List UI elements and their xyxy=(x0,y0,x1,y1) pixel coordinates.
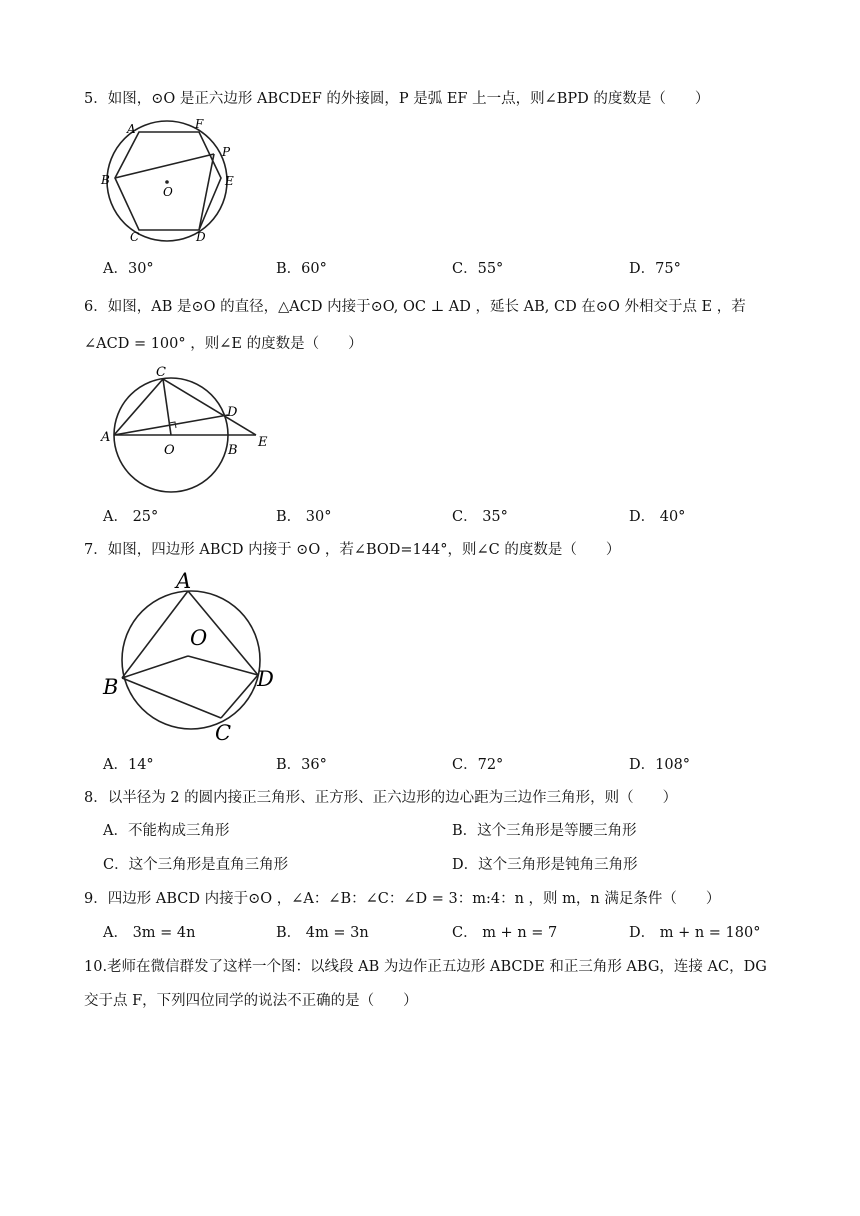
q6-option-a[interactable]: A． 25° xyxy=(103,509,159,525)
figure-hexagon-circle xyxy=(96,116,246,246)
q7-option-d[interactable]: D．108° xyxy=(629,757,691,773)
q7-label-A: A xyxy=(176,569,192,593)
q6-option-b[interactable]: B． 30° xyxy=(276,509,332,525)
q6-label-O: O xyxy=(164,443,175,458)
q8-option-a[interactable]: A．不能构成三角形 xyxy=(103,823,230,839)
question-9-number: 9． xyxy=(84,891,108,907)
q7-label-B: B xyxy=(103,675,119,699)
question-10-number: 10. xyxy=(84,959,108,975)
q7-label-C: C xyxy=(215,721,232,745)
q6-option-d[interactable]: D． 40° xyxy=(629,509,686,525)
question-6-stem-line1 xyxy=(84,296,814,318)
q5-label-E: E xyxy=(225,174,234,188)
question-10-stem-line1 xyxy=(84,956,814,978)
figure-diameter-circle xyxy=(98,366,278,498)
question-10-stem-line2: 交于点 F，下列四位同学的说法不正确的是（ ） xyxy=(84,993,418,1009)
question-10-text-1: 老师在微信群发了这样一个图：以线段 AB 为边作正五边形 ABCDE 和正三角形 ABG，连接 AC，DG xyxy=(107,959,767,975)
question-8-number: 8． xyxy=(84,790,108,806)
figure-quadrilateral-circle xyxy=(100,568,285,748)
q6-label-C: C xyxy=(156,366,166,380)
q5-option-a[interactable]: A．30° xyxy=(103,261,154,277)
q9-option-a[interactable]: A． 3m = 4n xyxy=(103,925,196,941)
q5-label-F: F xyxy=(195,117,204,131)
question-9-stem xyxy=(84,888,814,910)
q5-label-D: D xyxy=(196,230,206,244)
q5-option-b[interactable]: B．60° xyxy=(276,261,327,277)
q5-label-O: O xyxy=(163,185,173,199)
q9-option-c[interactable]: C． m + n = 7 xyxy=(452,925,558,941)
q5-label-P: P xyxy=(222,145,231,159)
question-6-number: 6． xyxy=(84,299,108,315)
q5-option-d[interactable]: D．75° xyxy=(629,261,681,277)
q6-label-E: E xyxy=(258,435,268,450)
q9-option-d[interactable]: D． m + n = 180° xyxy=(629,925,761,941)
q6-option-c[interactable]: C． 35° xyxy=(452,509,508,525)
question-6-text-1: 如图，AB 是⊙O 的直径，△ACD 内接于⊙O, OC ⊥ AD ，延长 AB, CD 在⊙O 外相交于点 E ，若 xyxy=(107,299,746,315)
q6-label-A: A xyxy=(101,430,111,445)
question-8-text: 以半径为 2 的圆内接正三角形、正方形、正六边形的边心距为三边作三角形，则（ ） xyxy=(107,790,678,806)
q7-label-D: D xyxy=(257,667,274,691)
q8-option-c[interactable]: C．这个三角形是直角三角形 xyxy=(103,857,289,873)
q8-option-b[interactable]: B．这个三角形是等腰三角形 xyxy=(452,823,637,839)
q6-label-B: B xyxy=(228,443,238,458)
question-7-stem xyxy=(84,539,814,561)
q5-label-A: A xyxy=(127,122,136,136)
q5-label-C: C xyxy=(130,230,140,244)
q7-option-c[interactable]: C．72° xyxy=(452,757,504,773)
question-9-text: 四边形 ABCD 内接于⊙O ，∠A：∠B：∠C：∠D = 3：m:4：n ，则 m，n 满足条件（ ） xyxy=(107,891,721,907)
question-5-number: 5． xyxy=(84,91,108,107)
question-7-number: 7． xyxy=(84,542,108,558)
q6-label-D: D xyxy=(227,405,238,420)
q7-option-a[interactable]: A．14° xyxy=(103,757,154,773)
question-5-stem xyxy=(84,88,814,110)
q8-option-d[interactable]: D．这个三角形是钝角三角形 xyxy=(452,857,638,873)
q5-option-c[interactable]: C．55° xyxy=(452,261,504,277)
q7-option-b[interactable]: B．36° xyxy=(276,757,327,773)
q7-label-O: O xyxy=(190,626,208,650)
question-6-stem-line2: ∠ACD = 100° ，则∠E 的度数是（ ） xyxy=(84,336,363,352)
question-5-text: 如图，⊙O 是正六边形 ABCDEF 的外接圆，P 是弧 EF 上一点，则∠BPD 的度数是（ ） xyxy=(107,91,710,107)
question-8-stem xyxy=(84,787,814,809)
q9-option-b[interactable]: B． 4m = 3n xyxy=(276,925,369,941)
question-7-text: 如图，四边形 ABCD 内接于 ⊙O ，若∠BOD=144°，则∠C 的度数是（ ） xyxy=(107,542,621,558)
q5-label-B: B xyxy=(101,173,110,187)
